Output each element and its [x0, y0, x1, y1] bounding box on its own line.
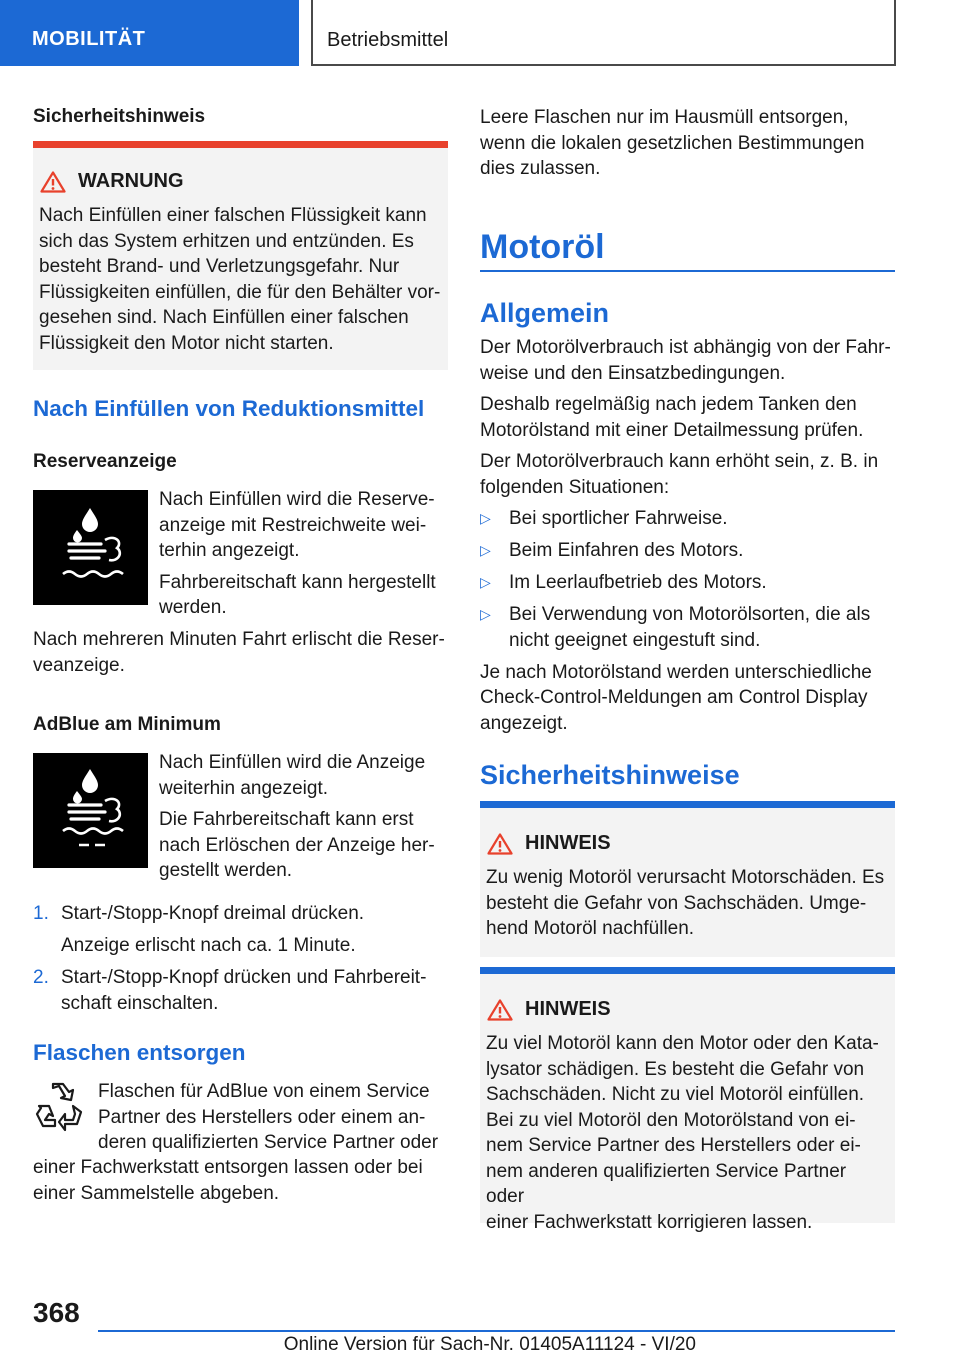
step-2: 2. Start-/Stopp-Knopf drücken und Fahrbereit- schaft einschalten.	[33, 967, 427, 1014]
bottles-heading: Flaschen entsorgen	[33, 1040, 246, 1065]
recycling-icon	[33, 1082, 85, 1134]
notice-text-1: Zu wenig Motoröl verursacht Motorschäden. Es besteht die Gefahr von Sachschäden. Umge- hend Motoröl nachfüllen.	[486, 867, 885, 939]
bottles-paragraph-wrap: Flaschen für AdBlue von einem Service Partner des Herstellers oder einem an- deren qualifizierten Service Partner oder	[98, 1081, 439, 1153]
warning-bar	[33, 141, 448, 148]
min-paragraph-1: Nach Einfüllen wird die Anzeige weiterhin angezeigt.	[159, 752, 426, 799]
list-item: ▷ Beim Einfahren des Motors.	[480, 538, 900, 564]
oil-paragraph-1: Der Motorölverbrauch ist abhängig von der Fahr- weise und den Einsatzbedingungen.	[480, 337, 891, 384]
notice-bar-1	[480, 801, 895, 808]
notice-box-2	[480, 967, 895, 1233]
min-indicator-icon	[33, 753, 148, 868]
situation-list	[480, 506, 900, 653]
oil-paragraph-2: Deshalb regelmäßig nach jedem Tanken den Motorölstand mit einer Detailmessung prüfen.	[480, 394, 864, 441]
step-1-number: 1.	[33, 903, 49, 924]
reserve-paragraph-2: Fahrbereitschaft kann hergestellt werden.	[159, 571, 436, 618]
min-title: AdBlue am Minimum	[33, 714, 221, 735]
safety-heading: Sicherheitshinweise	[480, 760, 740, 790]
section-tab: MOBILITÄT	[0, 0, 299, 66]
warning-box	[33, 141, 448, 370]
list-item: ▷ Im Leerlaufbetrieb des Motors.	[480, 570, 900, 596]
bottles-paragraph: einer Fachwerkstatt entsorgen lassen oder bei einer Sammelstelle abgeben.	[33, 1157, 423, 1204]
general-heading: Allgemein	[480, 298, 610, 328]
reserve-paragraph-1: Nach Einfüllen wird die Reserve- anzeige mit Restreichweite wei- terhin angezeigt.	[159, 489, 435, 561]
footer-version-text: Online Version für Sach-Nr. 01405A11124 - VI/20	[283, 1334, 696, 1355]
chapter-title: Betriebsmittel	[311, 0, 896, 66]
triangle-bullet-icon: ▷	[480, 510, 491, 526]
notice-bar-2	[480, 967, 895, 974]
oil-heading: Motoröl	[480, 228, 605, 266]
notice-text-2: Zu viel Motoröl kann den Motor oder den Kata- lysator schädigen. Es besteht die Gefahr von Sachschäden. Nicht zu viel Motoröl einfüllen. Bei zu viel Motoröl den Motorölstand von ei- nem Service Partner des Herstellers oder ei- nem anderen qualifizierten Service Partner oder einer Fachwerkstatt korrigieren lassen.	[486, 1033, 879, 1233]
page-number: 368	[33, 1297, 80, 1328]
safety-title: Sicherheitshinweis	[33, 106, 206, 127]
reserve-paragraph-3: Nach mehreren Minuten Fahrt erlischt die Reser- veanzeige.	[33, 629, 445, 676]
step-1: 1. Start-/Stopp-Knopf dreimal drücken. Anzeige erlischt nach ca. 1 Minute.	[33, 903, 365, 956]
warning-text: Nach Einfüllen einer falschen Flüssigkeit kann sich das System erhitzen und entzünden. Es besteht Brand- und Verletzungsgefahr. Nur Flüssigkeiten einfüllen, die für den Behälter vor- gesehen sind. Nach Einfüllen einer falschen Flüssigkeit den Motor nicht starten.	[39, 205, 441, 354]
triangle-bullet-icon: ▷	[480, 542, 491, 558]
notice-label-2: HINWEIS	[525, 998, 611, 1020]
reserve-indicator-icon	[33, 490, 148, 605]
notice-box-1	[480, 801, 895, 957]
warning-triangle-icon	[40, 171, 66, 193]
warning-triangle-icon	[487, 833, 513, 855]
step-2-number: 2.	[33, 967, 49, 988]
footer-rule	[98, 1330, 895, 1332]
list-item: ▷ Bei sportlicher Fahrweise.	[480, 506, 900, 532]
warning-triangle-icon	[487, 999, 513, 1021]
notice-label-1: HINWEIS	[525, 832, 611, 854]
oil-paragraph-4: Je nach Motorölstand werden unterschiedliche Check-Control-Meldungen am Control Display angezeigt.	[480, 661, 872, 734]
after-refill-heading: Nach Einfüllen von Reduktionsmittel	[33, 396, 425, 421]
list-item: ▷ Bei Verwendung von Motorölsorten, die als nicht geeignet eingestuft sind.	[480, 604, 871, 651]
reserve-title: Reserveanzeige	[33, 451, 177, 472]
triangle-bullet-icon: ▷	[480, 606, 491, 622]
triangle-bullet-icon: ▷	[480, 574, 491, 590]
intro-paragraph: Leere Flaschen nur im Hausmüll entsorgen, wenn die lokalen gesetzlichen Bestimmungen dies zulassen.	[480, 107, 865, 179]
warning-label: WARNUNG	[78, 170, 184, 192]
oil-heading-rule	[480, 270, 895, 272]
oil-paragraph-3: Der Motorölverbrauch kann erhöht sein, z. B. in folgenden Situationen:	[480, 451, 879, 498]
min-paragraph-2: Die Fahrbereitschaft kann erst nach Erlöschen der Anzeige her- gestellt werden.	[159, 809, 435, 881]
